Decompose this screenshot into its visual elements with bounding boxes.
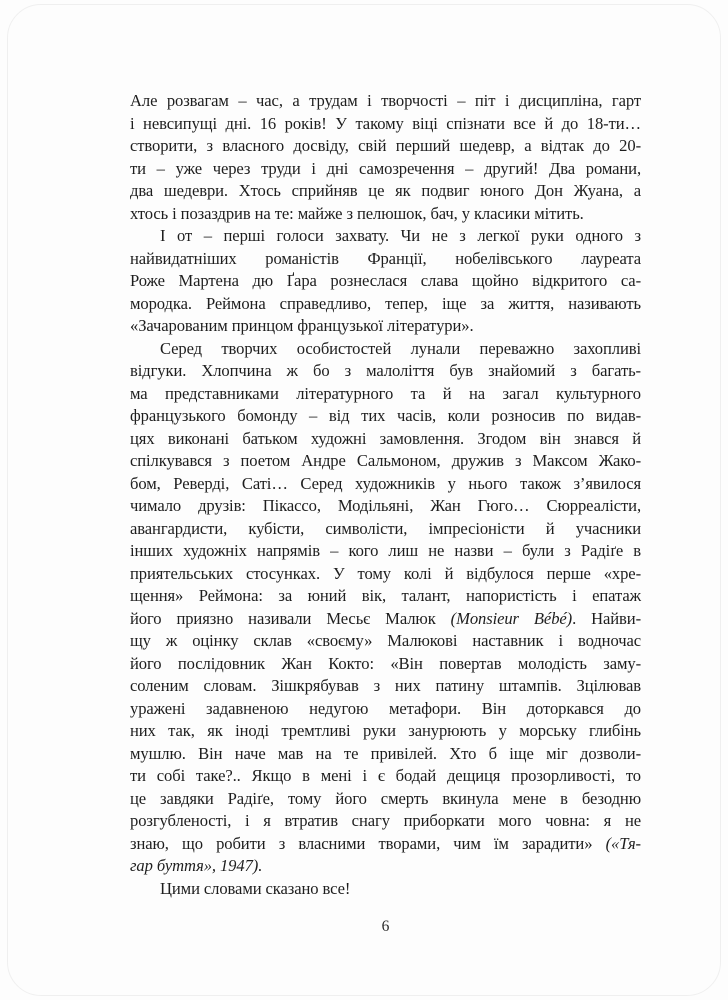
page-number: 6 <box>381 918 390 935</box>
text-line: французького бомонду – від тих часів, коли розносив по видав- <box>130 406 641 425</box>
text-line: приятельських стосунках. У тому колі й відбулося перше «хре- <box>130 563 641 583</box>
text-line: Але розвагам – час, а трудам і творчості – піт і дисципліна, гарт <box>130 91 641 110</box>
paragraph <box>130 225 641 338</box>
text-line: знаю, що робити з власними творами, чим їм зарадити» («Тя- <box>130 833 641 853</box>
text-line: хтось і позаздрив на те: майже з пелюшок, бач, у класики мітить. <box>130 203 584 223</box>
text-line: ма представниками літературного та й на загал культурного <box>130 383 641 403</box>
italic-text: (Monsieur Bébé) <box>450 608 573 628</box>
italic-text: («Тя- <box>605 833 641 853</box>
text-line: мушлю. Він наче мав на те привілей. Хто б іще міг дозволи- <box>130 743 641 763</box>
text-line: його послідовник Жан Кокто: «Він повертав молодість заму- <box>130 653 641 673</box>
paragraph <box>130 878 641 901</box>
text-line: розгубленості, і я втратив снагу приборкати мого човна: я не <box>130 811 641 830</box>
text-line: найвидатніших романістів Франції, нобелівського лауреата <box>130 248 641 268</box>
text-line: чимало друзів: Пікассо, Модільяні, Жан Гюго… Сюрреалісти, <box>130 496 641 515</box>
text-line: ти – уже через труди і дні самозречення – другий! Два романи, <box>130 158 641 178</box>
text-line: «Зачарованим принцом французької літератури». <box>130 316 474 335</box>
text-block <box>130 90 641 900</box>
text-line: інших художніх напрямів – кого лиш не назви – були з Радіґе в <box>130 541 641 560</box>
text-line: І от – перші голоси захвату. Чи не з легкої руки одного з <box>160 226 641 245</box>
paragraph <box>130 90 641 225</box>
text-line: щення» Реймона: за юний вік, талант, напористість і епатаж <box>130 586 641 605</box>
text-line: соленим словам. Зішкрябував з них патину штампів. Зцілював <box>130 676 641 695</box>
text-line: створити, з власного досвіду, свій перший шедевр, а відтак до 20- <box>130 136 641 155</box>
text-line: Роже Мартена дю Ґара рознеслася слава щойно відкритого са- <box>130 271 641 290</box>
text-line: мородка. Реймона справедливо, тепер, іще за життя, називають <box>130 293 641 313</box>
text-line: його приязно називали Месьє Малюк (Monsieur Bébé). Найви- <box>130 608 642 628</box>
text-line <box>130 855 641 878</box>
text-line: відгуки. Хлопчина ж бо з малоліття був знайомий з багать- <box>130 361 641 380</box>
text-line: уражені задавненою недугою метафори. Він доторкався до <box>130 698 641 718</box>
text-line: них так, як іноді тремтливі руки занурюють у морську глибінь <box>130 721 641 740</box>
text-line: це завдяки Радіґе, тому його смерть вкинула мене в безодню <box>130 788 641 808</box>
text-line: щу ж оцінку склав «своєму» Малюкові наставник і водночас <box>130 631 641 650</box>
italic-text: гар буття», 1947). <box>130 856 263 875</box>
text-line: і невсипущі дні. 16 років! У такому віці спізнати все й до 18-ти… <box>130 113 641 133</box>
text-line: Цими словами сказано все! <box>160 878 351 898</box>
text-line: авангардисти, кубісти, символісти, імпресіоністи й учасники <box>130 518 641 538</box>
text-line: ти собі таке?.. Якщо в мені і є бодай дещиця прозорливості, то <box>130 766 641 785</box>
text-line: два шедеври. Хтось сприйняв це як подвиг юного Дон Жуана, а <box>130 181 641 200</box>
text-line: Серед творчих особистостей лунали переважно захопливі <box>160 338 641 358</box>
text-line: спілкувався з поетом Андре Сальмоном, дружив з Максом Жако- <box>130 451 641 470</box>
text-line: цях виконані батьком художні замовлення. Згодом він знався й <box>130 428 641 448</box>
text-line: бом, Реверді, Саті… Серед художників у нього також з’явилося <box>130 473 641 493</box>
paragraph <box>130 338 641 878</box>
